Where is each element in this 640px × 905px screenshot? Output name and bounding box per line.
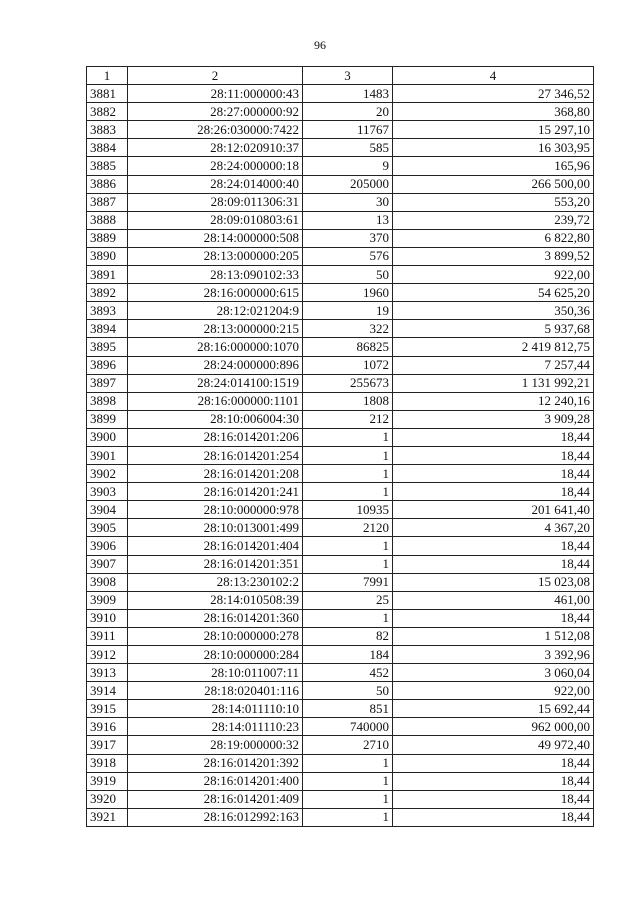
column-header-3: 3 <box>303 67 393 85</box>
amount-cell: 201 641,40 <box>393 501 594 519</box>
area-cell: 1 <box>303 537 393 555</box>
row-number-cell: 3918 <box>87 754 128 772</box>
cadastral-number-cell: 28:16:014201:400 <box>128 772 303 790</box>
amount-cell: 266 500,00 <box>393 175 594 193</box>
amount-cell: 18,44 <box>393 772 594 790</box>
amount-cell: 18,44 <box>393 537 594 555</box>
area-cell: 1483 <box>303 85 393 103</box>
cadastral-number-cell: 28:11:000000:43 <box>128 85 303 103</box>
area-cell: 1 <box>303 465 393 483</box>
amount-cell: 5 937,68 <box>393 320 594 338</box>
table-row <box>87 808 594 826</box>
table-row <box>87 247 594 265</box>
area-cell: 1 <box>303 609 393 627</box>
row-number-cell: 3897 <box>87 374 128 392</box>
amount-cell: 4 367,20 <box>393 519 594 537</box>
table-row <box>87 374 594 392</box>
amount-cell: 553,20 <box>393 193 594 211</box>
amount-cell: 18,44 <box>393 483 594 501</box>
cadastral-number-cell: 28:10:006004:30 <box>128 410 303 428</box>
row-number-cell: 3920 <box>87 790 128 808</box>
cadastral-number-cell: 28:10:000000:278 <box>128 627 303 645</box>
amount-cell: 15 023,08 <box>393 573 594 591</box>
table-row <box>87 266 594 284</box>
table-header-row <box>87 67 594 85</box>
table-row <box>87 609 594 627</box>
amount-cell: 18,44 <box>393 754 594 772</box>
amount-cell: 3 392,96 <box>393 646 594 664</box>
cadastral-number-cell: 28:10:013001:499 <box>128 519 303 537</box>
row-number-cell: 3901 <box>87 446 128 464</box>
area-cell: 82 <box>303 627 393 645</box>
row-number-cell: 3908 <box>87 573 128 591</box>
amount-cell: 3 909,28 <box>393 410 594 428</box>
amount-cell: 54 625,20 <box>393 284 594 302</box>
table-row <box>87 356 594 374</box>
row-number-cell: 3890 <box>87 247 128 265</box>
area-cell: 1072 <box>303 356 393 374</box>
table-row <box>87 446 594 464</box>
cadastral-number-cell: 28:16:014201:208 <box>128 465 303 483</box>
table-row <box>87 320 594 338</box>
cadastral-number-cell: 28:10:011007:11 <box>128 664 303 682</box>
table-row <box>87 175 594 193</box>
table-row <box>87 790 594 808</box>
amount-cell: 2 419 812,75 <box>393 338 594 356</box>
cadastral-number-cell: 28:27:000000:92 <box>128 103 303 121</box>
row-number-cell: 3884 <box>87 139 128 157</box>
amount-cell: 6 822,80 <box>393 229 594 247</box>
cadastral-number-cell: 28:24:000000:896 <box>128 356 303 374</box>
table-row <box>87 664 594 682</box>
row-number-cell: 3916 <box>87 718 128 736</box>
cadastral-number-cell: 28:13:090102:33 <box>128 266 303 284</box>
area-cell: 1808 <box>303 392 393 410</box>
area-cell: 740000 <box>303 718 393 736</box>
cadastral-number-cell: 28:26:030000:7422 <box>128 121 303 139</box>
amount-cell: 18,44 <box>393 465 594 483</box>
row-number-cell: 3881 <box>87 85 128 103</box>
row-number-cell: 3919 <box>87 772 128 790</box>
amount-cell: 1 131 992,21 <box>393 374 594 392</box>
row-number-cell: 3888 <box>87 211 128 229</box>
table-row <box>87 338 594 356</box>
row-number-cell: 3889 <box>87 229 128 247</box>
table-row <box>87 754 594 772</box>
area-cell: 25 <box>303 591 393 609</box>
row-number-cell: 3909 <box>87 591 128 609</box>
table-row <box>87 591 594 609</box>
amount-cell: 15 297,10 <box>393 121 594 139</box>
area-cell: 1960 <box>303 284 393 302</box>
cadastral-number-cell: 28:10:000000:978 <box>128 501 303 519</box>
area-cell: 1 <box>303 772 393 790</box>
row-number-cell: 3905 <box>87 519 128 537</box>
column-header-4: 4 <box>393 67 594 85</box>
page-number: 96 <box>314 38 326 52</box>
cadastral-number-cell: 28:16:014201:409 <box>128 790 303 808</box>
area-cell: 1 <box>303 446 393 464</box>
area-cell: 30 <box>303 193 393 211</box>
amount-cell: 16 303,95 <box>393 139 594 157</box>
table-row <box>87 157 594 175</box>
cadastral-number-cell: 28:12:020910:37 <box>128 139 303 157</box>
amount-cell: 239,72 <box>393 211 594 229</box>
area-cell: 576 <box>303 247 393 265</box>
cadastral-number-cell: 28:16:000000:1101 <box>128 392 303 410</box>
area-cell: 205000 <box>303 175 393 193</box>
table-row <box>87 519 594 537</box>
row-number-cell: 3906 <box>87 537 128 555</box>
table-row <box>87 103 594 121</box>
table-row <box>87 410 594 428</box>
cadastral-number-cell: 28:18:020401:116 <box>128 682 303 700</box>
table-row <box>87 121 594 139</box>
area-cell: 86825 <box>303 338 393 356</box>
area-cell: 20 <box>303 103 393 121</box>
table-row <box>87 392 594 410</box>
amount-cell: 18,44 <box>393 446 594 464</box>
area-cell: 19 <box>303 302 393 320</box>
amount-cell: 27 346,52 <box>393 85 594 103</box>
area-cell: 1 <box>303 808 393 826</box>
amount-cell: 7 257,44 <box>393 356 594 374</box>
amount-cell: 12 240,16 <box>393 392 594 410</box>
cadastral-number-cell: 28:16:000000:615 <box>128 284 303 302</box>
amount-cell: 922,00 <box>393 682 594 700</box>
row-number-cell: 3914 <box>87 682 128 700</box>
cadastral-number-cell: 28:16:014201:241 <box>128 483 303 501</box>
row-number-cell: 3900 <box>87 428 128 446</box>
cadastral-number-cell: 28:12:021204:9 <box>128 302 303 320</box>
cadastral-number-cell: 28:16:014201:351 <box>128 555 303 573</box>
amount-cell: 350,36 <box>393 302 594 320</box>
cadastral-number-cell: 28:16:014201:360 <box>128 609 303 627</box>
row-number-cell: 3895 <box>87 338 128 356</box>
cadastral-number-cell: 28:24:014100:1519 <box>128 374 303 392</box>
table-row <box>87 211 594 229</box>
cadastral-number-cell: 28:19:000000:32 <box>128 736 303 754</box>
row-number-cell: 3892 <box>87 284 128 302</box>
column-header-1: 1 <box>87 67 128 85</box>
row-number-cell: 3898 <box>87 392 128 410</box>
amount-cell: 18,44 <box>393 555 594 573</box>
row-number-cell: 3886 <box>87 175 128 193</box>
cadastral-number-cell: 28:14:000000:508 <box>128 229 303 247</box>
cadastral-number-cell: 28:14:011110:23 <box>128 718 303 736</box>
cadastral-number-cell: 28:16:014201:254 <box>128 446 303 464</box>
table-row <box>87 483 594 501</box>
row-number-cell: 3899 <box>87 410 128 428</box>
table-row <box>87 501 594 519</box>
amount-cell: 165,96 <box>393 157 594 175</box>
table-row <box>87 700 594 718</box>
table-row <box>87 772 594 790</box>
row-number-cell: 3883 <box>87 121 128 139</box>
amount-cell: 18,44 <box>393 428 594 446</box>
cadastral-number-cell: 28:16:014201:392 <box>128 754 303 772</box>
table-row <box>87 302 594 320</box>
cadastral-number-cell: 28:09:011306:31 <box>128 193 303 211</box>
area-cell: 585 <box>303 139 393 157</box>
row-number-cell: 3903 <box>87 483 128 501</box>
cadastral-number-cell: 28:16:000000:1070 <box>128 338 303 356</box>
amount-cell: 1 512,08 <box>393 627 594 645</box>
cadastral-number-cell: 28:24:000000:18 <box>128 157 303 175</box>
row-number-cell: 3913 <box>87 664 128 682</box>
cadastral-number-cell: 28:09:010803:61 <box>128 211 303 229</box>
area-cell: 1 <box>303 754 393 772</box>
table-row <box>87 627 594 645</box>
table-row <box>87 229 594 247</box>
row-number-cell: 3912 <box>87 646 128 664</box>
amount-cell: 3 060,04 <box>393 664 594 682</box>
area-cell: 10935 <box>303 501 393 519</box>
table-row <box>87 284 594 302</box>
row-number-cell: 3902 <box>87 465 128 483</box>
cadastral-number-cell: 28:16:014201:206 <box>128 428 303 446</box>
area-cell: 2710 <box>303 736 393 754</box>
row-number-cell: 3910 <box>87 609 128 627</box>
cadastral-number-cell: 28:10:000000:284 <box>128 646 303 664</box>
table-row <box>87 193 594 211</box>
table-row <box>87 428 594 446</box>
area-cell: 452 <box>303 664 393 682</box>
land-registry-table <box>86 66 594 827</box>
amount-cell: 49 972,40 <box>393 736 594 754</box>
table-row <box>87 646 594 664</box>
row-number-cell: 3904 <box>87 501 128 519</box>
table-row <box>87 573 594 591</box>
amount-cell: 922,00 <box>393 266 594 284</box>
row-number-cell: 3885 <box>87 157 128 175</box>
table-row <box>87 537 594 555</box>
area-cell: 50 <box>303 682 393 700</box>
area-cell: 11767 <box>303 121 393 139</box>
amount-cell: 18,44 <box>393 790 594 808</box>
cadastral-number-cell: 28:16:012992:163 <box>128 808 303 826</box>
area-cell: 1 <box>303 790 393 808</box>
amount-cell: 368,80 <box>393 103 594 121</box>
area-cell: 13 <box>303 211 393 229</box>
table-row <box>87 139 594 157</box>
area-cell: 184 <box>303 646 393 664</box>
amount-cell: 18,44 <box>393 808 594 826</box>
cadastral-number-cell: 28:13:230102:2 <box>128 573 303 591</box>
cadastral-number-cell: 28:16:014201:404 <box>128 537 303 555</box>
area-cell: 851 <box>303 700 393 718</box>
area-cell: 2120 <box>303 519 393 537</box>
table-row <box>87 555 594 573</box>
row-number-cell: 3891 <box>87 266 128 284</box>
area-cell: 255673 <box>303 374 393 392</box>
row-number-cell: 3896 <box>87 356 128 374</box>
row-number-cell: 3915 <box>87 700 128 718</box>
area-cell: 370 <box>303 229 393 247</box>
area-cell: 1 <box>303 428 393 446</box>
cadastral-number-cell: 28:13:000000:215 <box>128 320 303 338</box>
cadastral-number-cell: 28:14:011110:10 <box>128 700 303 718</box>
cadastral-number-cell: 28:24:014000:40 <box>128 175 303 193</box>
area-cell: 212 <box>303 410 393 428</box>
row-number-cell: 3887 <box>87 193 128 211</box>
amount-cell: 3 899,52 <box>393 247 594 265</box>
amount-cell: 15 692,44 <box>393 700 594 718</box>
column-header-2: 2 <box>128 67 303 85</box>
table-row <box>87 85 594 103</box>
row-number-cell: 3917 <box>87 736 128 754</box>
amount-cell: 18,44 <box>393 609 594 627</box>
area-cell: 322 <box>303 320 393 338</box>
area-cell: 9 <box>303 157 393 175</box>
row-number-cell: 3907 <box>87 555 128 573</box>
row-number-cell: 3911 <box>87 627 128 645</box>
table-row <box>87 718 594 736</box>
table-row <box>87 682 594 700</box>
row-number-cell: 3894 <box>87 320 128 338</box>
amount-cell: 962 000,00 <box>393 718 594 736</box>
row-number-cell: 3921 <box>87 808 128 826</box>
table-row <box>87 465 594 483</box>
cadastral-number-cell: 28:13:000000:205 <box>128 247 303 265</box>
table-row <box>87 736 594 754</box>
row-number-cell: 3893 <box>87 302 128 320</box>
area-cell: 7991 <box>303 573 393 591</box>
cadastral-number-cell: 28:14:010508:39 <box>128 591 303 609</box>
area-cell: 1 <box>303 555 393 573</box>
area-cell: 50 <box>303 266 393 284</box>
amount-cell: 461,00 <box>393 591 594 609</box>
area-cell: 1 <box>303 483 393 501</box>
row-number-cell: 3882 <box>87 103 128 121</box>
